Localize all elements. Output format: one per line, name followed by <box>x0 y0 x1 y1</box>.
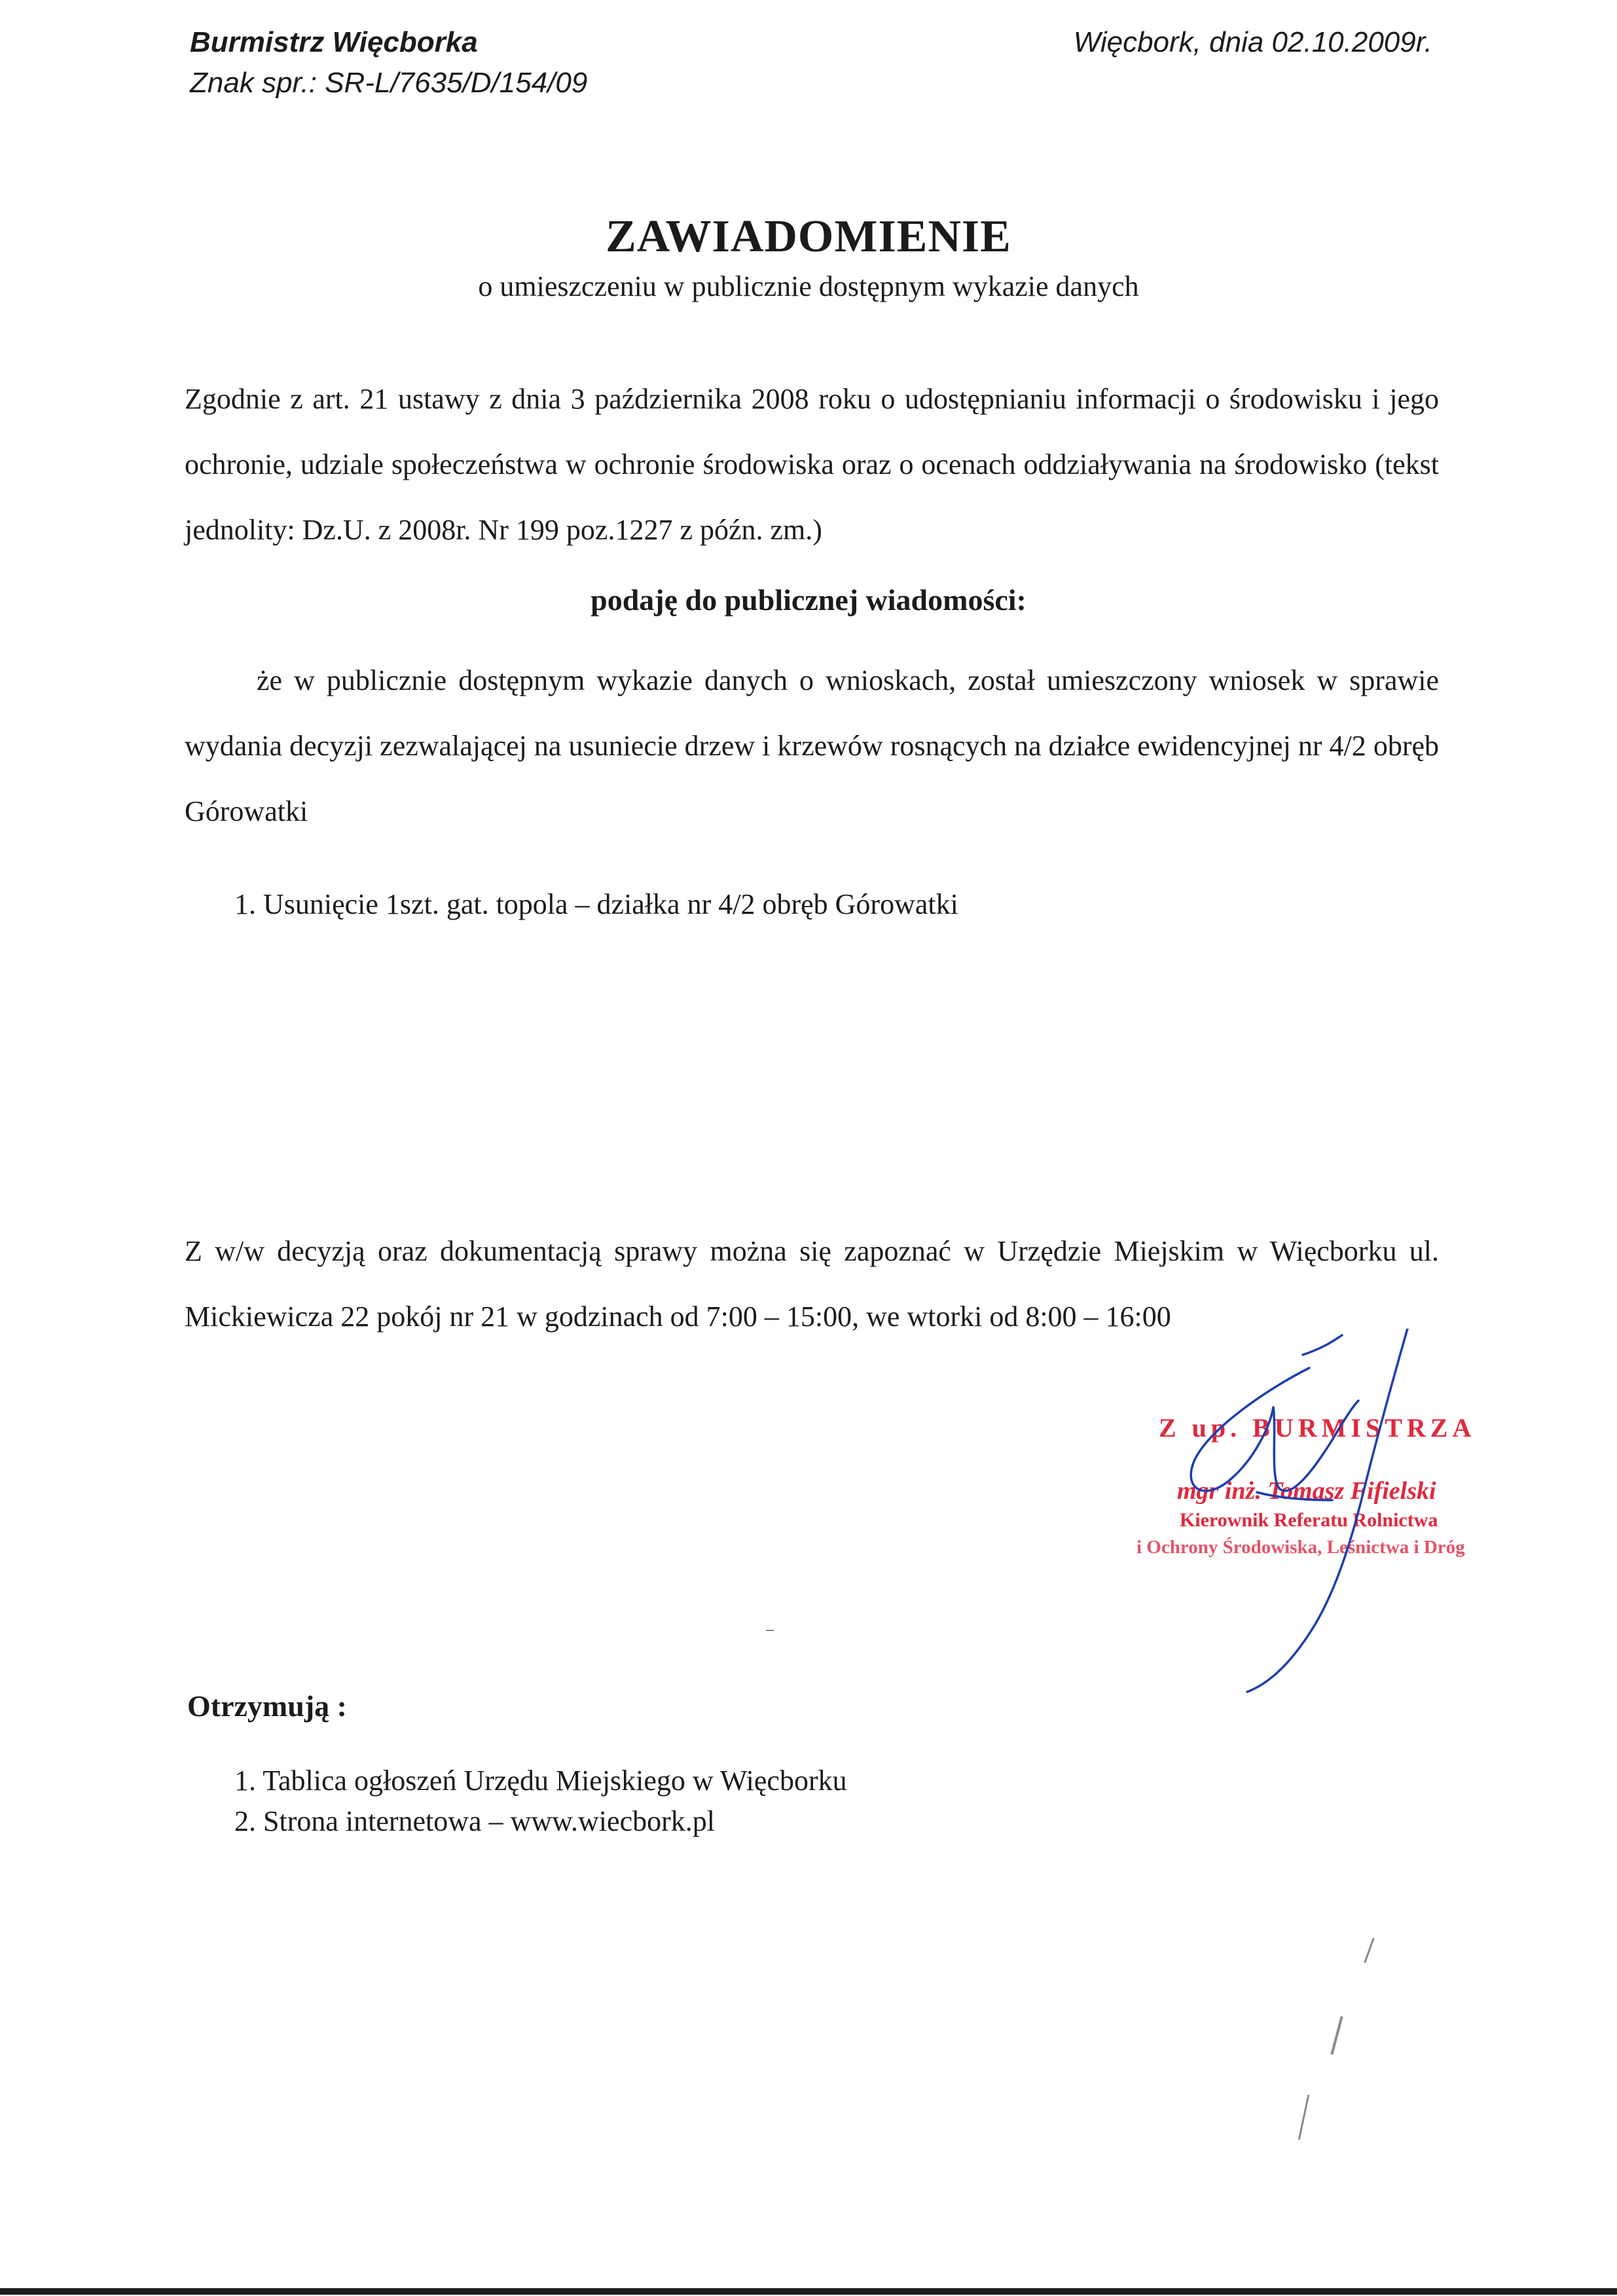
issuer-name: Burmistrz Więcborka <box>190 26 478 58</box>
notice-body-paragraph: że w publicznie dostępnym wykazie danych o wnioskach, został umieszczony wniosek w sprawie wydania decyzji zezwalającej na usuniecie drzew i krzewów rosnących na działce ewidencyjnej nr 4/2 obręb Górowatki <box>185 664 1439 827</box>
document-title: ZAWIADOMIENIE <box>606 211 1011 262</box>
legal-basis-paragraph: Zgodnie z art. 21 ustawy z dnia 3 października 2008 roku o udostępnianiu informacji o środowisku i jego ochronie, udziale społeczeństwa w ochronie środowiska oraz o ocenach oddziaływania na środowisko (tekst jednolity: Dz.U. z 2008r. Nr 199 poz.1227 z późn. zm.) <box>185 383 1439 546</box>
place-and-date: Więcbork, dnia 02.10.2009r. <box>1073 26 1432 58</box>
access-info-paragraph: Z w/w decyzją oraz dokumentacją sprawy można się zapoznać w Urzędzie Miejskim w Więcborku ul. Mickiewicza 22 pokój nr 21 w godzinach od 7:00 – 15:00, we wtorki od 8:00 – 16:00 <box>185 1235 1439 1333</box>
recipients-heading: Otrzymują : <box>187 1689 347 1723</box>
handwritten-signature <box>1106 1329 1499 1695</box>
stamp-authority-line: Z up. BURMISTRZA <box>1159 1413 1476 1443</box>
stamp-name-line: mgr inż. Tomasz Fifielski <box>1177 1477 1436 1505</box>
announcement-heading: podaję do publicznej wiadomości: <box>590 583 1027 617</box>
scan-speck <box>1330 2017 1343 2055</box>
scan-speck <box>1298 2094 1309 2140</box>
scan-edge <box>0 2288 1617 2295</box>
scan-speck <box>1364 1938 1375 1964</box>
removal-item: 1. Usunięcie 1szt. gat. topola – działka nr 4/2 obręb Górowatki <box>234 888 958 920</box>
scan-speck <box>766 1630 774 1631</box>
stamp-position-line: Kierownik Referatu Rolnictwa <box>1180 1509 1438 1531</box>
document-subtitle: o umieszczeniu w publicznie dostępnym wykazie danych <box>478 270 1139 302</box>
recipient-item: 1. Tablica ogłoszeń Urzędu Miejskiego w Więcborku <box>234 1765 847 1797</box>
case-reference: Znak spr.: SR-L/7635/D/154/09 <box>190 67 588 99</box>
stamp-department-line: i Ochrony Środowiska, Leśnictwa i Dróg <box>1136 1537 1465 1558</box>
recipient-item: 2. Strona internetowa – www.wiecbork.pl <box>234 1805 715 1837</box>
recipients-list <box>234 1761 847 1842</box>
